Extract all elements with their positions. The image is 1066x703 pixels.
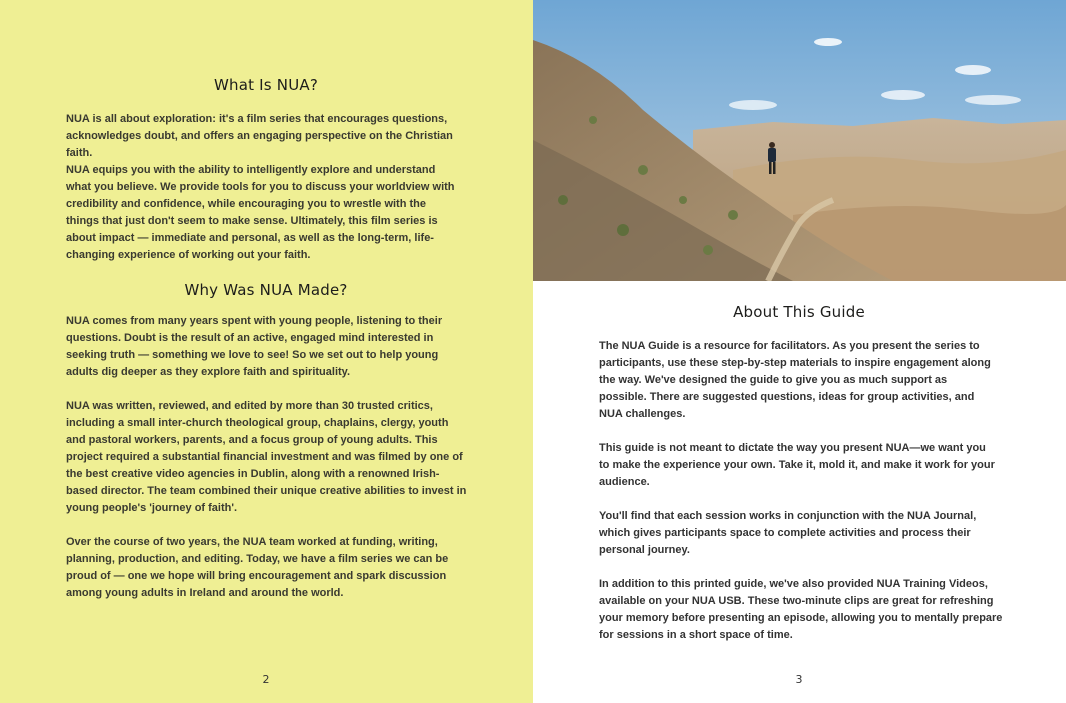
- what-paragraph-2: NUA equips you with the ability to intelligently explore and understand what you believe. We provide tools for you to discuss your worldview with credibility and confidence, while encouraging you to wrestle with the things that just don't seem to make sense. Ultimately, this film series is about impact — immediate and personal, as well as the long-term, life-changing experience of working out your faith.: [66, 164, 455, 261]
- what-paragraph-1: NUA is all about exploration: it's a film series that encourages questions, acknowledges doubt, and offers an engaging perspective on the Christian faith.: [66, 113, 453, 159]
- why-paragraph-2: NUA was written, reviewed, and edited by more than 30 trusted critics, including a small inter-church theological group, chaplains, clergy, youth and pastoral workers, parents, and a focus group of young adults. This project required a substantial financial investment and was filmed by one of the best creative video agencies in Dublin, along with a renowned Irish-based director. The team combined their unique creative abilities to invest in young people's 'journey of faith'.: [66, 400, 467, 514]
- heading-about-this-guide: About This Guide: [733, 303, 865, 321]
- why-paragraph-1: NUA comes from many years spent with young people, listening to their questions. Doubt is the result of an active, engaged mind interested in seeking truth — something we love to see! So we set out to help young adults dig deeper as they explore faith and spirituality.: [66, 315, 443, 378]
- page-number-right: 3: [795, 673, 803, 686]
- heading-what-is-nua: What Is NUA?: [213, 76, 318, 94]
- heading-why-was-nua-made: Why Was NUA Made?: [184, 281, 348, 299]
- about-paragraph-1: The NUA Guide is a resource for facilitators. As you present the series to participants, use these step-by-step materials to inspire engagement along the way. We've designed the guide to give you as much support as possible. There are suggested questions, ideas for group activities, and NUA challenges.: [599, 340, 991, 420]
- page-number-left: 2: [262, 673, 270, 686]
- right-page: [533, 0, 1066, 703]
- about-paragraph-4: In addition to this printed guide, we've also provided NUA Training Videos, available on your NUA USB. These two-minute clips are great for refreshing your memory before presenting an episode, allowing you to mentally prepare for sessions in a short space of time.: [599, 578, 1003, 641]
- about-paragraph-2: This guide is not meant to dictate the way you present NUA—we want you to make the experience your own. Take it, mold it, and make it work for your audience.: [599, 442, 995, 488]
- desert-hiker-photo: [533, 0, 1066, 281]
- about-paragraph-3: You'll find that each session works in conjunction with the NUA Journal, which gives participants space to complete activities and process their personal journey.: [599, 510, 977, 556]
- why-paragraph-3: Over the course of two years, the NUA team worked at funding, writing, planning, production, and editing. Today, we have a film series we can be proud of — one we hope will bring encouragement and spark discussion among young adults in Ireland and around the world.: [66, 536, 449, 599]
